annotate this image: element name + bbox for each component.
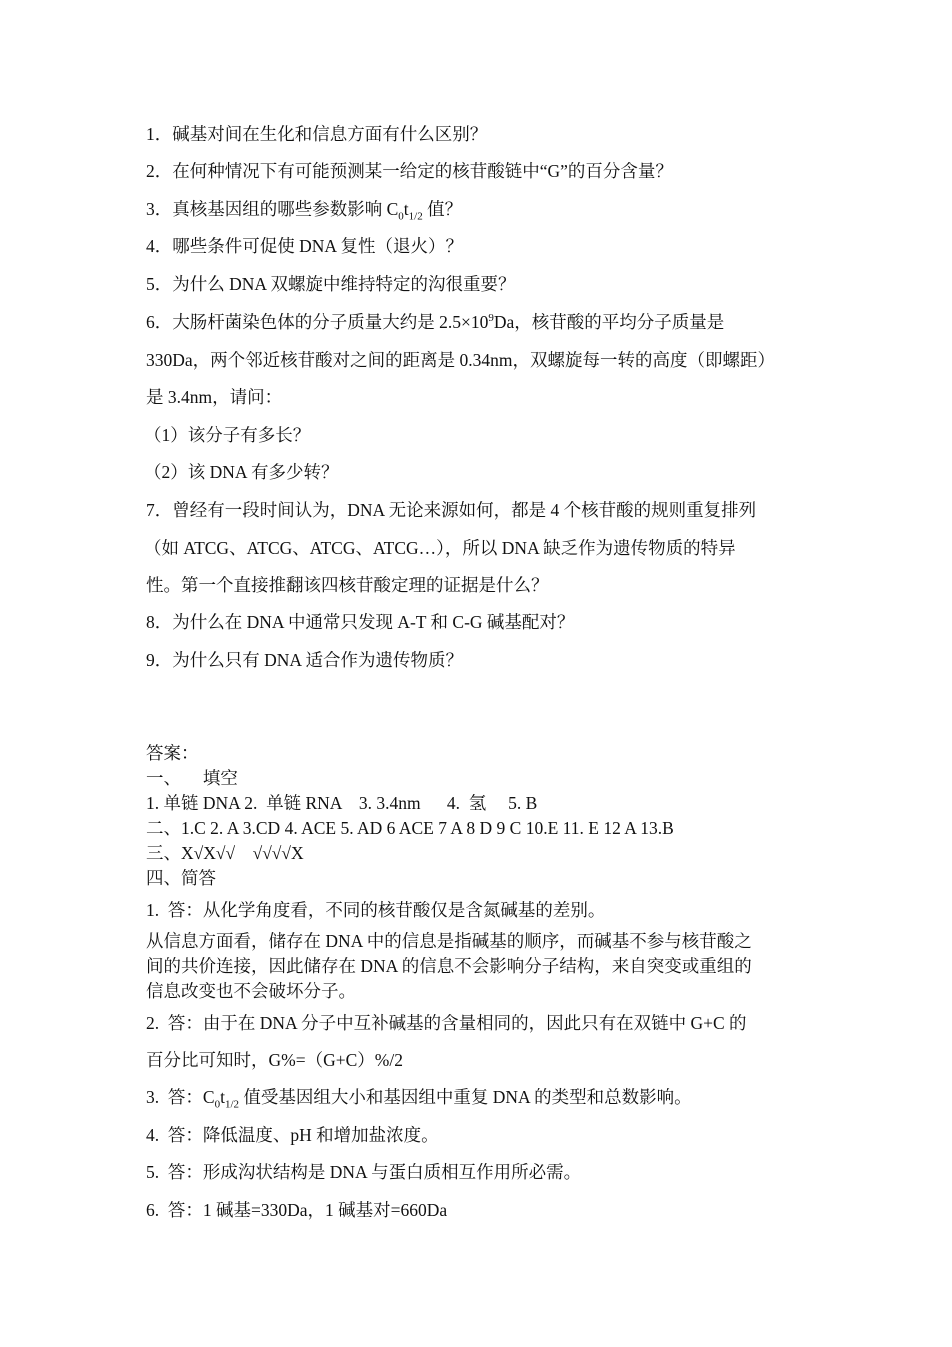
answers-section-3: 三、X√X√√ √√√√X: [146, 843, 304, 863]
question-6-line-3: 是 3.4nm，请问：: [146, 387, 283, 407]
question-2: 2．在何种情况下有可能预测某一给定的核苷酸链中“G”的百分含量？: [146, 161, 673, 181]
question-6-line-2: 330Da，两个邻近核苷酸对之间的距离是 0.34nm，双螺旋每一转的高度（即螺距）: [146, 350, 776, 370]
answer-4: 4. 答：降低温度、pH 和增加盐浓度。: [146, 1125, 439, 1145]
question-7-line-1: 7．曾经有一段时间认为，DNA 无论来源如何，都是 4 个核苷酸的规则重复排列: [146, 500, 757, 520]
answer-2-line-2: 百分比可知时，G%=（G+C）%/2: [146, 1050, 403, 1070]
answer-1-line-4: 信息改变也不会破坏分子。: [146, 981, 356, 1001]
answer-5: 5. 答：形成沟状结构是 DNA 与蛋白质相互作用所必需。: [146, 1162, 582, 1182]
question-8: 8．为什么在 DNA 中通常只发现 A-T 和 C-G 碱基配对？: [146, 612, 575, 632]
question-6-sub-2: （2）该 DNA 有多少转？: [144, 462, 339, 482]
question-6-sub-1: （1）该分子有多长？: [144, 425, 311, 445]
answer-1-line-3: 间的共价连接，因此储存在 DNA 的信息不会影响分子结构，来自突变或重组的: [146, 956, 752, 976]
answer-6: 6. 答：1 碱基=330Da，1 碱基对=660Da: [146, 1200, 448, 1220]
answer-1-line-1: 1. 答：从化学角度看，不同的核苷酸仅是含氮碱基的差别。: [146, 900, 606, 920]
question-6-line-1: 6．大肠杆菌染色体的分子质量大约是 $2.5\times 10^9Da$，核苷酸的平均分子质量是: [146, 312, 725, 332]
question-7-line-2: （如 ATCG、ATCG、ATCG、ATCG…），所以 DNA 缺乏作为遗传物质的特异: [144, 538, 736, 558]
answers-section-2: 二、1.C 2. A 3.CD 4. ACE 5. AD 6 ACE 7 A 8 D 9 C 10.E 11. E 12 A 13.B: [146, 818, 674, 838]
answer-2-line-1: 2. 答：由于在 DNA 分子中互补碱基的含量相同的，因此只有在双链中 G+C 的: [146, 1013, 747, 1033]
answers-section-1-body: 1. 单链 DNA 2. 单链 RNA 3. 3.4nm 4. 氢 5. B: [146, 793, 538, 813]
answer-1-line-2: 从信息方面看，储存在 DNA 中的信息是指碱基的顺序，而碱基不参与核苷酸之: [146, 931, 752, 951]
answers-heading: 答案：: [146, 743, 199, 763]
question-4: 4．哪些条件可促使 DNA 复性（退火）？: [146, 236, 463, 256]
question-9: 9．为什么只有 DNA 适合作为遗传物质？: [146, 650, 463, 670]
question-1: 1．碱基对间在生化和信息方面有什么区别？: [146, 124, 488, 144]
question-7-line-3: 性。第一个直接推翻该四核苷酸定理的证据是什么？: [146, 575, 549, 595]
answer-3: 3. 答：$C_0t_{1/2}$ 值受基因组大小和基因组中重复 DNA 的类型和总数影响。: [146, 1087, 692, 1111]
answers-section-4-title: 四、简答: [146, 868, 216, 888]
question-3: 3．真核基因组的哪些参数影响 $C_0t_{1/2}$ 值？: [146, 199, 463, 223]
answers-section-1-title: 一、 填空: [146, 768, 238, 788]
question-5: 5．为什么 DNA 双螺旋中维持特定的沟很重要？: [146, 274, 516, 294]
